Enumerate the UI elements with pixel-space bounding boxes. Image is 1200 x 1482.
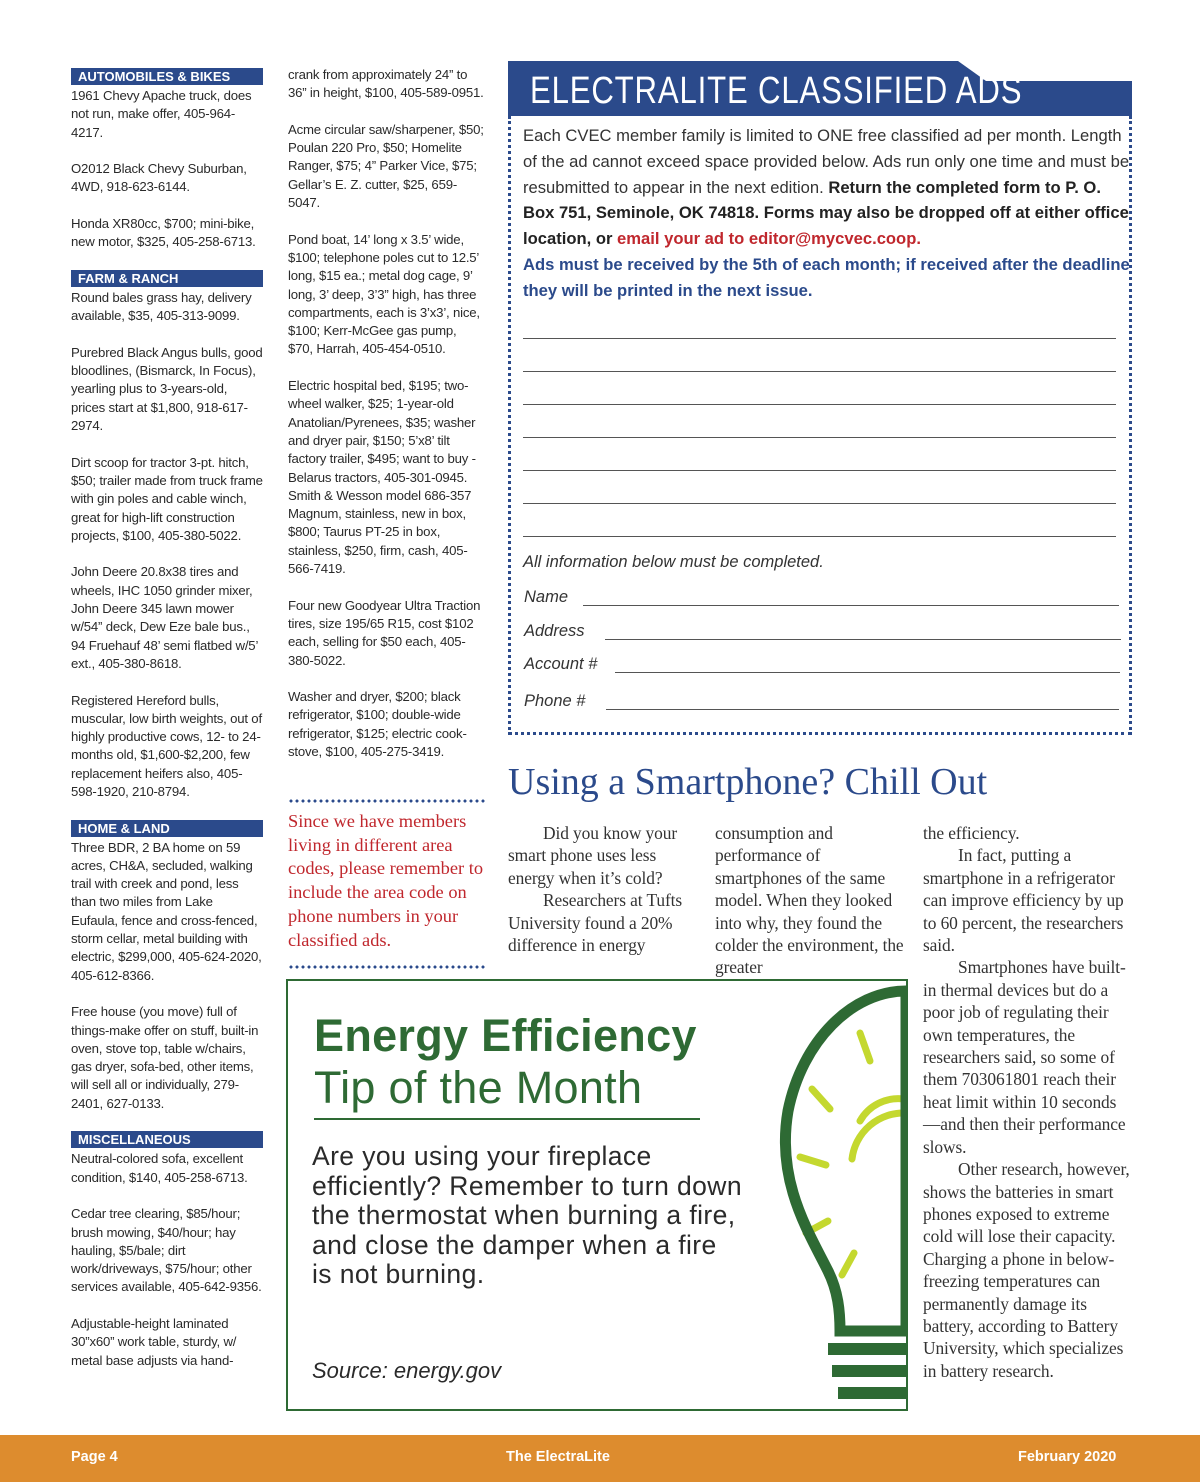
- classified-ad: Registered Hereford bulls, muscular, low birth weights, out of highly productive cows, 12- to 24-months old, $1,600-$2,200, few replacement heifers also, 405-598-1920, 210-8794.: [71, 692, 262, 799]
- required-note: All information below must be completed.: [523, 553, 824, 571]
- account-field[interactable]: [615, 672, 1120, 673]
- phone-field[interactable]: [606, 709, 1119, 710]
- classified-ad: Dirt scoop for tractor 3-pt. hitch, $50; trailer made from truck frame with gin poles and cable winch, great for high-lift construction projects, $100, 405-380-5022.: [71, 454, 263, 543]
- name-field[interactable]: [583, 605, 1119, 606]
- instructions-deadline: Ads must be received by the 5th of each month; if received after the deadline they will be printed in the next issue.: [523, 254, 1130, 300]
- classified-ad: Round bales grass hay, delivery available, $35, 405-313-9099.: [71, 289, 252, 324]
- article-paragraph: Researchers at Tufts University found a 20% difference in energy: [508, 890, 683, 956]
- classified-ad: Cedar tree clearing, $85/hour; brush mowing, $40/hour; hay hauling, $5/bale; dirt work/driveways, $75/hour; other services available, 405-642-9356.: [71, 1206, 262, 1295]
- tip-body: Are you using your fireplace efficiently? Remember to turn down the thermostat when burning a fire, and close the damper when a fire is not burning.: [312, 1141, 742, 1289]
- article-paragraph: the efficiency.: [923, 823, 1020, 843]
- ad-text-line[interactable]: [523, 470, 1116, 471]
- area-code-note: Since we have members living in different area codes, please remember to include the area code on phone numbers in your classified ads.: [288, 811, 484, 950]
- article-column-3: [923, 822, 1131, 1382]
- section-heading: MISCELLANEOUS: [71, 1131, 263, 1148]
- instructions-plain: Each CVEC member family is limited to ONE free classified ad per month. Length of the ad cannot exceed space provided below. Ads run only one time and must be resubmitted to appear in the next edition.: [523, 126, 1130, 197]
- article-paragraph: In fact, putting a smartphone in a refrigerator can improve efficiency by up to 60 percent, the researchers said.: [923, 845, 1124, 956]
- account-label: Account #: [524, 655, 598, 673]
- classified-ad: Free house (you move) full of things-make offer on stuff, built-in oven, stove top, table w/chairs, gas dryer, sofa-bed, other items, will sell all or individually, 279-2401, 627-0133.: [71, 1004, 259, 1111]
- tip-title-underline: [314, 1118, 700, 1120]
- lightbulb-icon: [742, 981, 906, 1409]
- instructions-mailing: Return the completed form to P. O. Box 751, Seminole, OK 74818. Forms may also be dropped off at either office location, or: [523, 177, 1129, 249]
- dotted-divider-bottom: [288, 965, 485, 969]
- section-heading: AUTOMOBILES & BIKES: [71, 68, 263, 85]
- dotted-divider-top: [288, 799, 485, 803]
- article-paragraph: Did you know your smart phone uses less energy when it’s cold?: [508, 823, 678, 888]
- article-column-2: [715, 822, 905, 979]
- section-heading: HOME & LAND: [71, 820, 263, 837]
- classified-ad: Four new Goodyear Ultra Traction tires, size 195/65 R15, cost $102 each, selling for $50 each, 405-380-5022.: [288, 597, 481, 668]
- address-field[interactable]: [605, 639, 1121, 640]
- classified-ad: Three BDR, 2 BA home on 59 acres, CH&A, secluded, walking trail with creek and pond, less than two miles from Lake Eufaula, fence and cross-fenced, storm cellar, metal building with electric, $299,000, 405-624-2020, 405-612-8366.: [71, 839, 262, 983]
- form-instructions: [523, 123, 1133, 304]
- form-banner-title: ELECTRALITE CLASSIFIED ADS: [530, 70, 1023, 112]
- issue-date: February 2020: [1018, 1449, 1117, 1465]
- classified-ad: Pond boat, 14’ long x 3.5’ wide, $100; telephone poles cut to 12.5’ long, $15 ea.; metal dog cage, 9’ long, 3’ deep, 3’3” high, has three compartments, each is 3’x3’, nice, $100; Kerr-McGee gas pump, $70, Harrah, 405-454-0510.: [288, 231, 480, 357]
- classified-ad: O2012 Black Chevy Suburban, 4WD, 918-623-6144.: [71, 161, 247, 195]
- classified-ad: Neutral-colored sofa, excellent condition, $140, 405-258-6713.: [71, 1151, 248, 1185]
- classified-ad: Purebred Black Angus bulls, good bloodlines, (Bismarck, In Focus), yearling plus to 3-years-old, prices start at $1,800, 918-617-2974.: [71, 344, 263, 434]
- article-title: Using a Smartphone? Chill Out: [508, 761, 988, 803]
- classified-ad: Adjustable-height laminated 30”x60” work table, sturdy, w/ metal base adjusts via hand-: [71, 1316, 237, 1368]
- classified-ad: 1961 Chevy Apache truck, does not run, make offer, 405-964-4217.: [71, 88, 252, 140]
- classified-ad: crank from approximately 24” to 36” in height, $100, 405-589-0951.: [288, 67, 484, 101]
- publication-name: The ElectraLite: [506, 1449, 610, 1465]
- address-label: Address: [524, 622, 585, 640]
- classified-ad: Electric hospital bed, $195; two-wheel walker, $25; 1-year-old Anatolian/Pyrenees, $35; washer and dryer pair, $150; 5’x8’ tilt factory trailer, $495; want to buy - Belarus tractors, 405-301-0945. Smith & Wesson model 686-357 Magnum, stainless, new in box, $800; Taurus PT-25 in box, stainless, $250, firm, cash, 405-566-7419.: [288, 378, 476, 577]
- article-column-1: [508, 822, 692, 956]
- classifieds-column-1: [71, 66, 263, 1388]
- ad-text-line[interactable]: [523, 437, 1116, 438]
- section-heading: FARM & RANCH: [71, 270, 263, 287]
- name-label: Name: [524, 588, 569, 606]
- ad-text-line[interactable]: [523, 338, 1116, 339]
- article-paragraph: Smartphones have built-in thermal devices but do a poor job of regulating their own temperatures, the researchers said, so some of them 703061801 reach their heat limit within 10 seconds—and then their performance slows.: [923, 957, 1126, 1157]
- classified-ad: Honda XR80cc, $700; mini-bike, new motor, $325, 405-258-6713.: [71, 216, 256, 250]
- tip-title-line-2: Tip of the Month: [314, 1062, 643, 1113]
- phone-label: Phone #: [524, 692, 586, 710]
- ad-text-line[interactable]: [523, 536, 1116, 537]
- classified-ad: Acme circular saw/sharpener, $50; Poulan 220 Pro, $50; Homelite Ranger, $75; 4” Parker Vice, $75; Gellar’s E. Z. cutter, $25, 659-5047.: [288, 121, 484, 211]
- tip-source: Source: energy.gov: [312, 1358, 502, 1383]
- instructions-email-link[interactable]: email your ad to editor@mycvec.coop.: [617, 229, 921, 249]
- classified-ad: Washer and dryer, $200; black refrigerator, $100; double-wide refrigerator, $125; electric cook-stove, $100, 405-275-3419.: [288, 689, 467, 759]
- article-paragraph: consumption and performance of smartphones of the same model. When they looked into why, they found the colder the environment, the greater: [715, 823, 904, 978]
- article-paragraph: Other research, however, shows the batteries in smart phones exposed to extreme cold will lose their capacity. Charging a phone in below-freezing temperatures can permanently damage its battery, according to Battery University, which specializes in battery research.: [923, 1159, 1130, 1381]
- ad-text-line[interactable]: [523, 404, 1116, 405]
- page-number: Page 4: [71, 1449, 118, 1465]
- ad-text-line[interactable]: [523, 371, 1116, 372]
- tip-title-line-1: Energy Efficiency: [314, 1010, 697, 1061]
- classifieds-column-2: [288, 66, 484, 780]
- ad-text-line[interactable]: [523, 503, 1116, 504]
- classified-ad: John Deere 20.8x38 tires and wheels, IHC 1050 grinder mixer, John Deere 345 lawn mower w/54” deck, Dew Eze bale bus., 94 Fruehauf 48’ semi flatbed w/5’ ext., 405-380-8618.: [71, 564, 258, 671]
